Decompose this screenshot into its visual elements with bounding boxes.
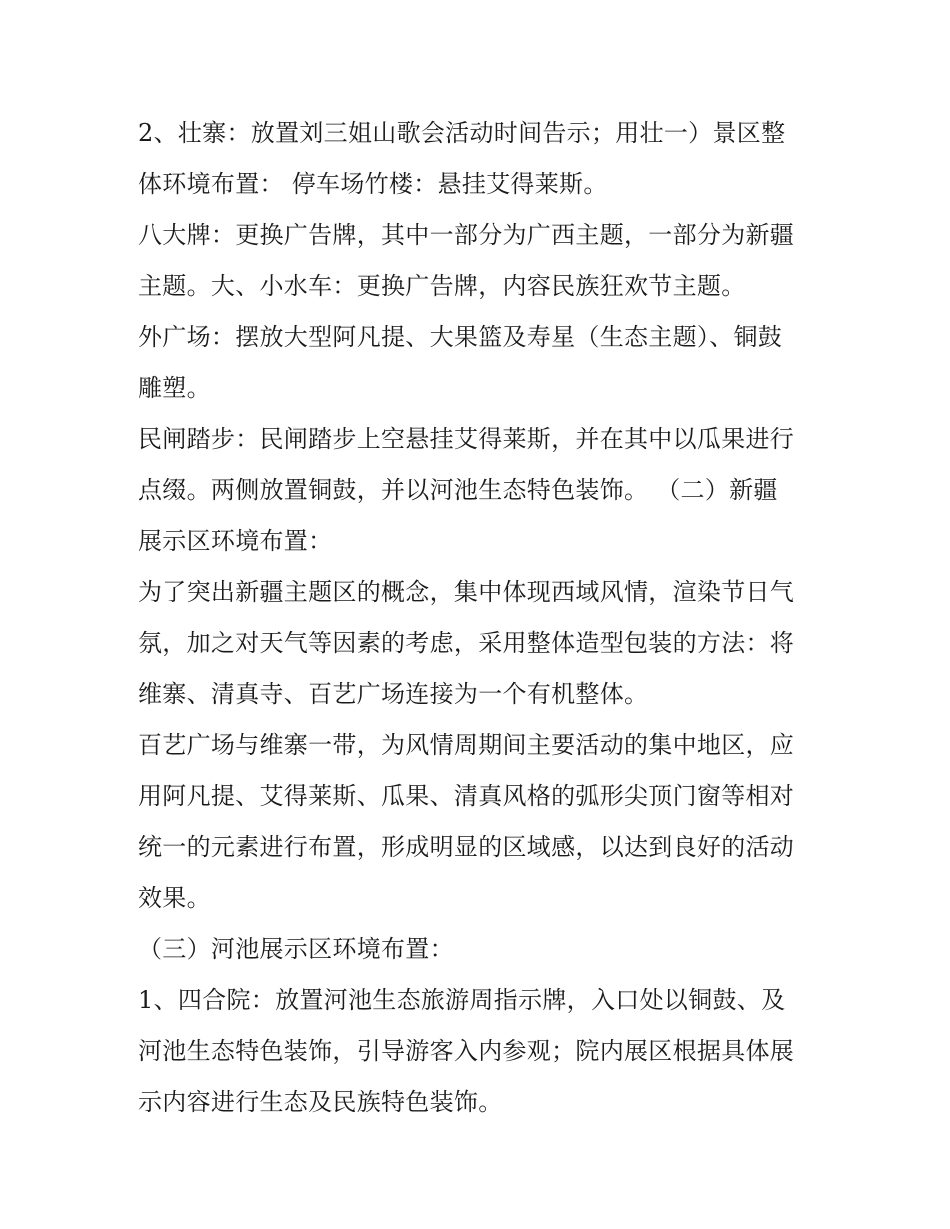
text-line: 主题。大、小水车：更换广告牌，内容民族狂欢节主题。 [138, 272, 746, 300]
text-line: 1、四合院：放置河池生态旅游周指示牌，入口处以铜鼓、及 [138, 986, 786, 1014]
text-line: 效果。 [138, 884, 211, 912]
text-line: 雕塑。 [138, 374, 211, 402]
text-line: 八大牌：更换广告牌，其中一部分为广西主题，一部分为新疆 [138, 221, 795, 249]
text-line: 示内容进行生态及民族特色装饰。 [138, 1088, 503, 1116]
text-line: 氛，加之对天气等因素的考虑，采用整体造型包装的方法：将 [138, 629, 795, 657]
text-line: 外广场：摆放大型阿凡提、大果篮及寿星（生态主题）、铜鼓 [138, 323, 783, 351]
text-line: 用阿凡提、艾得莱斯、瓜果、清真风格的弧形尖顶门窗等相对 [138, 782, 795, 810]
text-line: 维寨、清真寺、百艺广场连接为一个有机整体。 [138, 680, 649, 708]
text-line: 展示区环境布置： [138, 527, 333, 555]
text-line: 民闸踏步：民闸踏步上空悬挂艾得莱斯，并在其中以瓜果进行 [138, 425, 795, 453]
document-body [138, 108, 818, 1128]
text-line: 体环境布置： 停车场竹楼：悬挂艾得莱斯。 [138, 170, 608, 198]
text-line: 河池生态特色装饰，引导游客入内参观；院内展区根据具体展 [138, 1037, 795, 1065]
text-line: 2、壮寨：放置刘三姐山歌会活动时间告示；用壮一）景区整 [138, 119, 786, 147]
text-line: 点缀。两侧放置铜鼓，并以河池生态特色装饰。 （二）新疆 [138, 476, 778, 504]
text-line: 统一的元素进行布置，形成明显的区域感，以达到良好的活动 [138, 833, 795, 861]
text-line: 百艺广场与维寨一带，为风情周期间主要活动的集中地区，应 [138, 731, 795, 759]
text-line: 为了突出新疆主题区的概念，集中体现西域风情，渲染节日气 [138, 578, 795, 606]
text-line: （三）河池展示区环境布置： [138, 935, 454, 963]
